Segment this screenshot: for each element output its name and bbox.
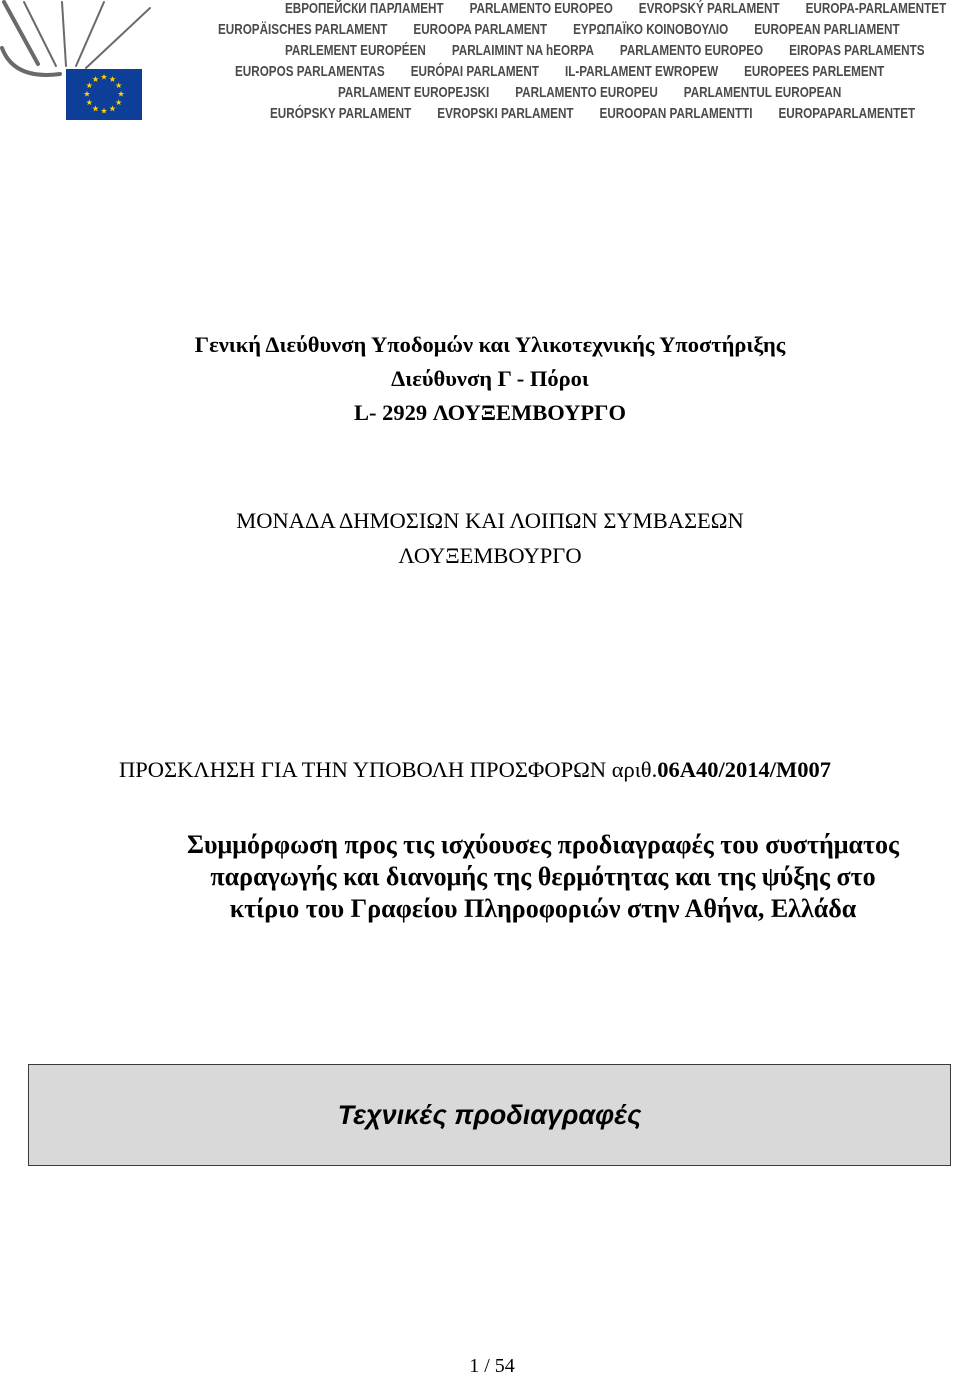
postal-address: L- 2929 ΛΟΥΞΕΜΒΟΥΡΓΟ [354, 400, 626, 425]
parliament-name: PARLEMENT EUROPÉEN [285, 42, 426, 59]
parliament-name: EUROOPAN PARLAMENTTI [599, 105, 753, 122]
document-title-line: Συμμόρφωση προς τις ισχύουσες προδιαγραφές του συστήματος [187, 830, 899, 859]
letterhead [0, 0, 960, 128]
parliament-name-row [270, 106, 915, 121]
parliament-name: IL-PARLAMENT EWROPEW [564, 63, 719, 80]
parliament-name-row [285, 1, 946, 16]
parliament-name: EVROPSKI PARLAMENT [437, 105, 574, 122]
parliament-name: EUROOPA PARLAMENT [413, 21, 548, 38]
parliament-name: PARLAMENTO EUROPEO [619, 42, 764, 59]
parliament-name: PARLAMENTO EUROPEU [515, 84, 658, 101]
call-number-prefix: αριθ. [611, 757, 658, 782]
parliament-name: EURÓPAI PARLAMENT [410, 63, 539, 80]
parliament-name: EUROPA-PARLAMENTET [805, 0, 947, 17]
parliament-name: EUROPOS PARLAMENTAS [235, 63, 385, 80]
unit-city: ΛΟΥΞΕΜΒΟΥΡΓΟ [398, 543, 582, 568]
document-title [130, 829, 956, 925]
parliament-name: PARLAMENTO EUROPEO [469, 0, 613, 17]
parliament-name: EUROPEAN PARLIAMENT [754, 21, 900, 38]
parliament-name: ЕВРОПЕЙСКИ ПАРЛАМЕНТ [285, 0, 444, 17]
parliament-name: EVROPSKÝ PARLAMENT [638, 0, 780, 17]
parliament-name-row [338, 85, 841, 100]
directorate-general: Γενική Διεύθυνση Υποδομών και Υλικοτεχνικής Υποστήριξης [194, 332, 786, 357]
parliament-name: PARLAMENTUL EUROPEAN [683, 84, 842, 101]
page-number: 1 / 54 [469, 1355, 515, 1377]
call-label: ΠΡΟΣΚΛΗΣΗ ΓΙΑ ΤΗΝ ΥΠΟΒΟΛΗ ΠΡΟΣΦΟΡΩΝ [119, 757, 607, 782]
document-title-line: παραγωγής και διανομής της θερμότητας και της ψύξης στο [210, 862, 876, 891]
parliament-name: EUROPÄISCHES PARLAMENT [218, 21, 388, 38]
document-title-line: κτίριο του Γραφείου Πληροφοριών στην Αθήνα, Ελλάδα [229, 894, 857, 923]
european-parliament-logo [0, 0, 160, 125]
parliament-name: PARLAIMINT NA hEORPA [451, 42, 594, 59]
section-box [28, 1064, 951, 1166]
call-for-tenders [0, 753, 950, 787]
parliament-name-row [218, 22, 900, 37]
call-number: 06A40/2014/M007 [657, 757, 831, 782]
parliament-name-row [285, 43, 925, 58]
parliament-name: PARLAMENT EUROPEJSKI [338, 84, 490, 101]
unit-name: ΜΟΝΑΔΑ ΔΗΜΟΣΙΩΝ ΚΑΙ ΛΟΙΠΩΝ ΣΥΜΒΑΣΕΩΝ [236, 508, 744, 533]
parliament-name: EURÓPSKY PARLAMENT [270, 105, 412, 122]
parliament-name: EIROPAS PARLAMENTS [789, 42, 925, 59]
parliament-name-row [235, 64, 884, 79]
parliament-name: EUROPAPARLAMENTET [778, 105, 916, 122]
section-box-label: Τεχνικές προδιαγραφές [337, 1099, 642, 1130]
parliament-name: ΕΥΡΩΠΑΪΚΟ ΚΟΙΝΟΒΟΥΛΙΟ [573, 21, 729, 38]
hemicycle-emblem-icon [2, 2, 150, 75]
directorate: Διεύθυνση Γ - Πόροι [391, 366, 589, 391]
parliament-name: EUROPEES PARLEMENT [744, 63, 885, 80]
